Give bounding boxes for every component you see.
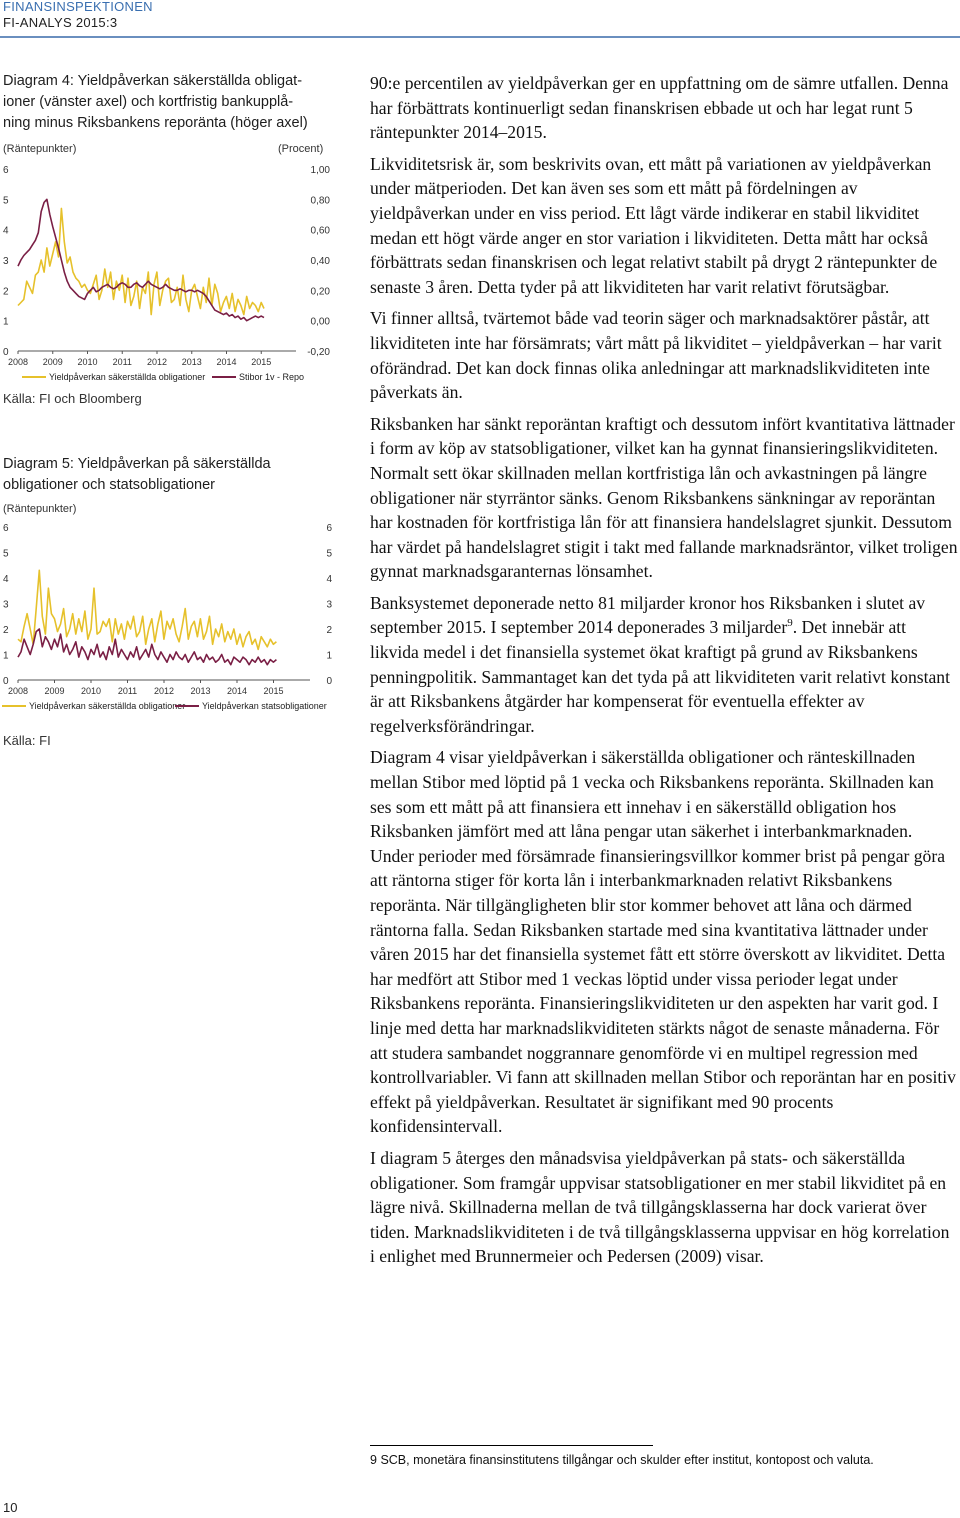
series-line [18, 570, 276, 649]
y-tick-label-right: 4 [326, 574, 332, 585]
x-tick-label: 2010 [80, 686, 102, 696]
y-tick-label-left: 4 [3, 574, 9, 585]
diagram4-chart [0, 155, 345, 395]
body-paragraph: Diagram 4 visar yieldpåverkan i säkerställda obligationer och ränteskillnaden mellan Stibor med löptid på 1 vecka och Riksbankens reporänta. Skillnaden kan ses som ett mått på att finansiera ett innehav i en säkerställd obligation hos Riksbanken jämfört med att låna pengar utan säkerhet i interbankmarknaden. Under perioder med försämrade finansieringsvillkor kommer brist på pengar göra att räntorna stiger för korta lån i interbankmarknaden relativt Riksbankens reporänta. När tillgängligheten blir stor kommer behovet att låna och därmed räntorna falla. Sedan Riksbanken startade med sina kvantitativa lättnader under våren 2015 har det finansiella systemet fått ett större överskott av likviditet. Detta har medfört att Stibor med 1 veckas löptid under vissa perioder legat under Riksbankens reporänta. Finansieringslikviditeten ur den aspekten har varit god. I linje med detta har marknadslikviditeten stärkts något de senaste månaderna. För att studera sambandet noggrannare genomförde vi en multipel regression med kontrollvariabler. Vi fann att skillnaden mellan Stibor och reporäntan har en positiv effekt på yieldpåverkan. Resultatet är signifikant med 90 procents konfidensintervall. [370, 747, 956, 1137]
diagram5-caption [3, 454, 343, 496]
y-tick-label-right: 0 [326, 676, 332, 687]
x-tick-label: 2012 [146, 357, 168, 367]
body-text [370, 71, 958, 1276]
report-series: FI-ANALYS 2015:3 [3, 15, 118, 30]
footnote-rule [370, 1445, 653, 1446]
diagram5-source: Källa: FI [3, 733, 51, 748]
y-tick-label-right: 0,60 [310, 225, 330, 237]
diagram4-left-unit: (Räntepunkter) [3, 143, 77, 155]
y-tick-label-right: 0,20 [310, 286, 330, 298]
diagram4-source: Källa: FI och Bloomberg [3, 391, 142, 406]
caption-line: Diagram 4: Yieldpåverkan säkerställda obligat- [3, 73, 303, 89]
y-tick-label-left: 6 [3, 523, 9, 534]
x-tick-label: 2008 [7, 357, 29, 367]
diagram5-chart [0, 515, 345, 730]
legend-label: Yieldpåverkan säkerställda obligationer [49, 372, 206, 382]
legend-label: Stibor 1v - Repo [239, 372, 305, 382]
agency-header: FINANSINSPEKTIONEN [3, 0, 153, 14]
y-tick-label-left: 6 [3, 165, 9, 176]
x-tick-label: 2015 [251, 357, 272, 367]
y-tick-label-left: 5 [3, 195, 9, 207]
y-tick-label-right: 3 [326, 599, 332, 611]
x-tick-label: 2008 [7, 686, 29, 696]
body-paragraph: Riksbanken har sänkt reporäntan kraftigt och dessutom infört kvantitativa lättnader i form av köp av statsobligationer, vilket kan ha gynnat finansieringslikviditeten. Normalt sett ökar skillnaden mellan kortfristiga lån och avkastningen på längre obligationer när styrräntor sänks. Genom Riksbankens sänkningar av reporäntan har kostnaden för kortfristiga lån för att finansiera handelslagret sjunkit. Dessutom har värdet på handelslagret stigit i takt med fallande marknadsräntor, vilket troligen gynnat marknadsgaranternas lönsamhet. [370, 413, 958, 582]
x-tick-label: 2013 [181, 357, 202, 367]
y-tick-label-left: 2 [3, 286, 9, 298]
y-tick-label-right: 6 [326, 523, 332, 534]
series-line [18, 208, 264, 314]
caption-line: ning minus Riksbankens reporänta (höger axel) [3, 115, 308, 131]
y-tick-label-right: 0,80 [310, 195, 330, 207]
body-paragraph-footnoted [370, 591, 958, 739]
body-paragraph: 90:e percentilen av yieldpåverkan ger en uppfattning om de sämre utfallen. Denna har förbättrats kontinuerligt sedan finanskrisen ebbade ut och har legat runt 5 räntepunkter 2014–2015. [370, 73, 949, 143]
x-tick-label: 2013 [190, 686, 211, 696]
body-paragraph: I diagram 5 återges den månadsvisa yieldpåverkan på stats- och säkerställda obligationer. Som framgår uppvisar statsobligationer en mer stabil likviditet på en lägre nivå. Skillnaderna mellan de två tillgångsklasserna har dock varierat över tiden. Marknadslikviditeten i de två tillgångsklasserna uppvisar en hög korrelation i enlighet med Brunnermeier och Pedersen (2009) visar. [370, 1147, 950, 1267]
footnote [370, 1453, 874, 1467]
x-tick-label: 2014 [226, 686, 248, 696]
y-tick-label-left: 1 [3, 316, 9, 328]
y-tick-label-left: 4 [3, 225, 9, 237]
y-tick-label-right: 0,00 [310, 316, 330, 328]
caption-line: ioner (vänster axel) och kortfristig bankupplå- [3, 94, 294, 110]
x-tick-label: 2011 [112, 357, 132, 367]
para-text: Banksystemet deponerade netto 81 miljarder kronor hos Riksbanken i slutet av september 2015. I september 2014 deponerades 3 miljarder [370, 592, 926, 638]
y-tick-label-left: 3 [3, 599, 9, 611]
footnote-text: SCB, monetära finansinstitutens tillgångar och skulder efter institut, kontopost och valuta. [380, 1453, 874, 1467]
figure-column [0, 0, 345, 1518]
y-tick-label-right: 1,00 [310, 165, 330, 176]
x-tick-label: 2011 [117, 686, 138, 696]
x-tick-label: 2009 [42, 357, 63, 367]
x-tick-label: 2012 [153, 686, 175, 696]
footnote-number: 9 [370, 1453, 377, 1467]
footnote-ref[interactable]: 9 [787, 617, 793, 630]
body-paragraph: Vi finner alltså, tvärtemot både vad teorin säger och marknadsaktörer påstår, att likviditeten inte har försämrats; vårt mått på likviditet – yieldpåverkan – har varit oförändrad. Det kan dock finnas olika anledningar att marknadslikviditeten inte påverkats än. [370, 308, 942, 403]
y-tick-label-right: 5 [326, 548, 332, 560]
y-tick-label-left: 1 [3, 650, 9, 662]
body-paragraph: Likviditetsrisk är, som beskrivits ovan, ett mått på variationen av yieldpåverkan under mätperioden. Det kan även ses som ett mått på fördelningen av yieldpåverkan under en viss period. Ett lågt värde indikerar en stabil likviditet medan ett högt värde anger en stor variation i likviditeten. Detta mått har också förbättrats sedan finanskrisen och legat relativt stabilt på drygt 2 räntepunkter de senaste 3 åren. Detta tyder på att likviditeten har varit relativt förutsägbar. [370, 153, 938, 297]
x-tick-label: 2009 [44, 686, 65, 696]
y-tick-label-left: 0 [3, 676, 9, 687]
y-tick-label-right: -0,20 [307, 347, 330, 358]
legend-label: Yieldpåverkan säkerställda obligationer [29, 701, 186, 711]
diagram4-caption [3, 71, 343, 134]
x-tick-label: 2015 [263, 686, 284, 696]
para-text: . Det innebär att likvida medel i det finansiella systemet ökat kraftigt på grund av Riksbankens penningpolitik. Sammantaget kan det tyda på att likviditeten varit relativt konstant är att Riksbankens åtgärder har kompenserat för eventuella effekter av regelverksförändringar. [370, 617, 950, 736]
diagram5-left-unit: (Räntepunkter) [3, 503, 77, 515]
y-tick-label-left: 2 [3, 625, 9, 636]
y-tick-label-left: 5 [3, 548, 9, 560]
y-tick-label-left: 3 [3, 256, 9, 267]
y-tick-label-right: 1 [326, 650, 332, 662]
x-tick-label: 2010 [77, 357, 98, 367]
diagram4-right-unit: (Procent) [278, 143, 324, 155]
x-tick-label: 2014 [216, 357, 237, 367]
y-tick-label-left: 0 [3, 347, 9, 358]
y-tick-label-right: 2 [326, 625, 332, 636]
y-tick-label-right: 0,40 [310, 256, 330, 267]
caption-line: Diagram 5: Yieldpåverkan på säkerställda [3, 456, 271, 472]
legend-label: Yieldpåverkan statsobligationer [202, 701, 327, 711]
caption-line: obligationer och statsobligationer [3, 477, 215, 493]
page-number: 10 [3, 1500, 18, 1515]
